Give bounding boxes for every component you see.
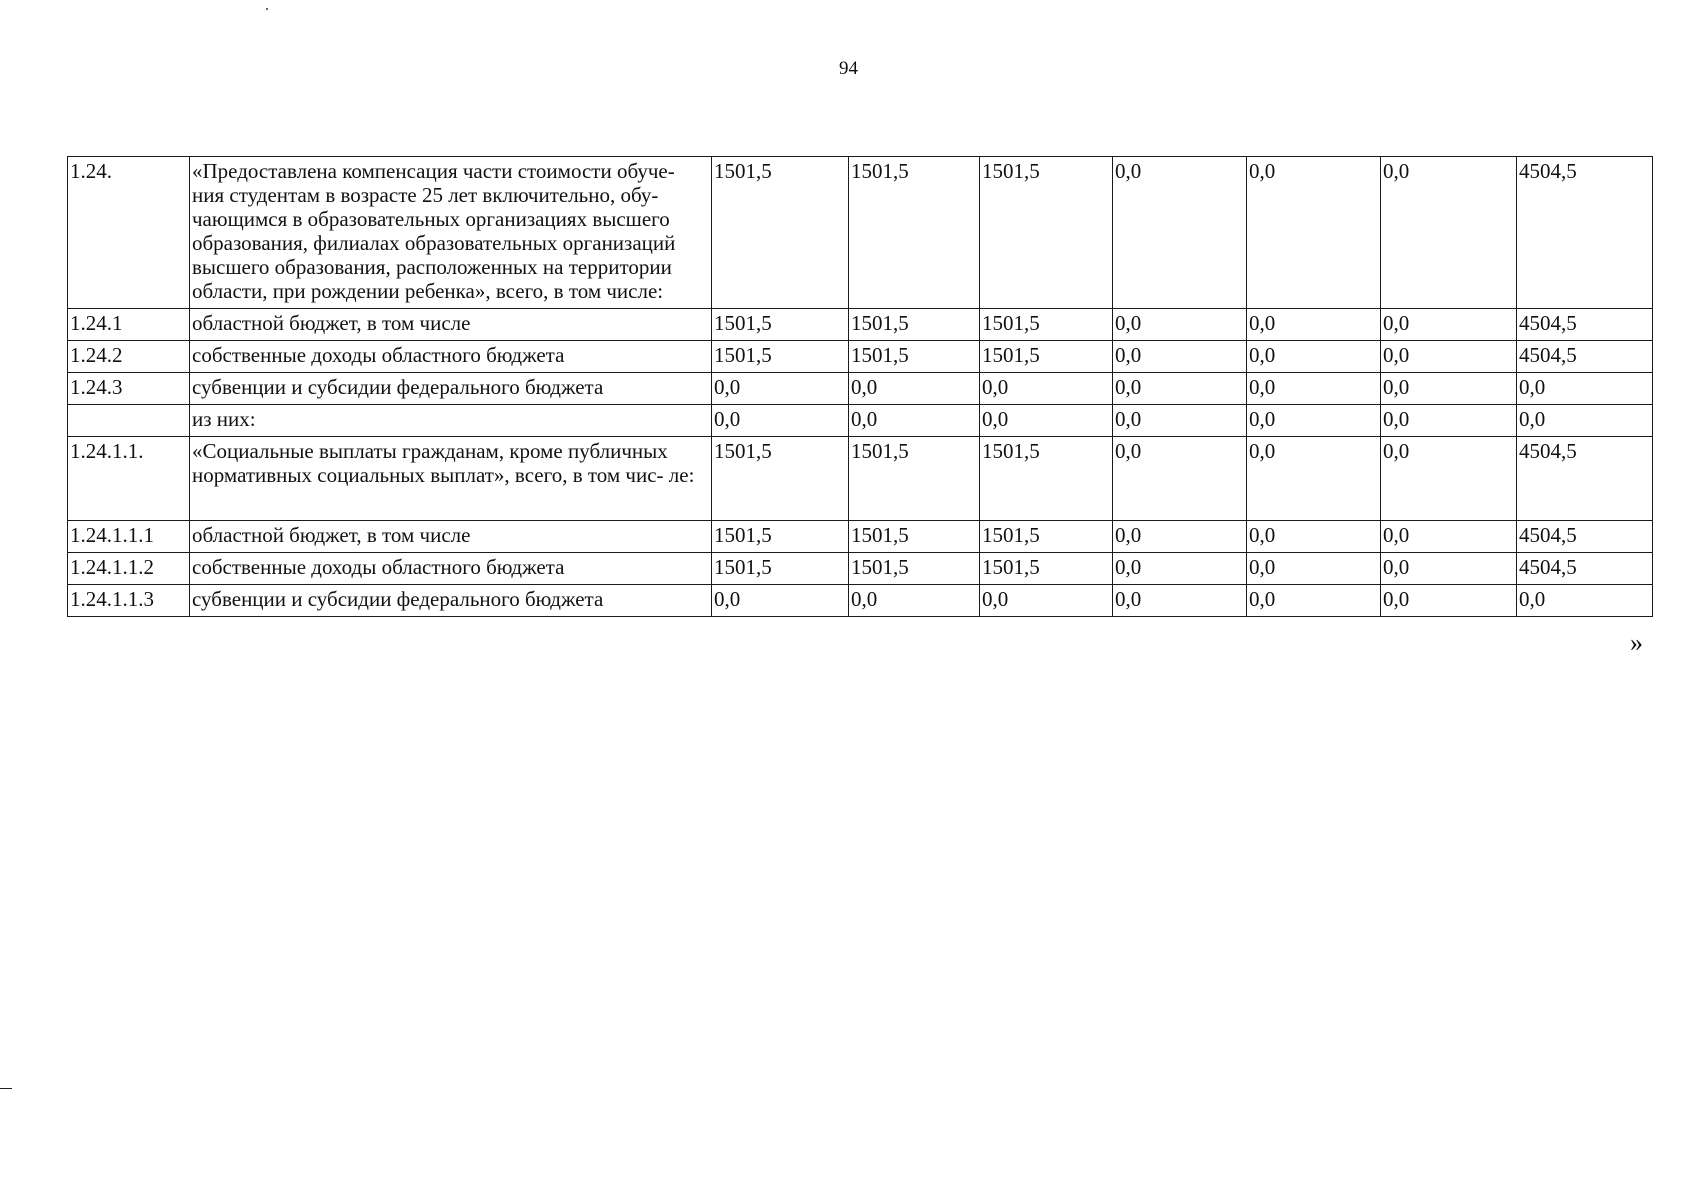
row-name: из них: xyxy=(190,405,712,437)
value-cell: 0,0 xyxy=(1381,373,1517,405)
budget-table xyxy=(67,156,1653,617)
value-cell: 0,0 xyxy=(1247,373,1381,405)
value-cell: 0,0 xyxy=(1113,437,1247,521)
row-name: субвенции и субсидии федерального бюджета xyxy=(190,373,712,405)
value-cell: 1501,5 xyxy=(980,521,1113,553)
value-cell: 1501,5 xyxy=(849,437,980,521)
value-cell: 0,0 xyxy=(712,405,849,437)
value-cell: 1501,5 xyxy=(849,157,980,309)
table-row xyxy=(68,341,1653,373)
value-cell: 1501,5 xyxy=(712,341,849,373)
row-number xyxy=(68,405,190,437)
value-cell: 0,0 xyxy=(980,405,1113,437)
table-row xyxy=(68,309,1653,341)
value-cell: 0,0 xyxy=(1113,309,1247,341)
row-number: 1.24.3 xyxy=(68,373,190,405)
value-cell: 0,0 xyxy=(712,585,849,617)
table-row xyxy=(68,585,1653,617)
row-name: собственные доходы областного бюджета xyxy=(190,553,712,585)
value-cell: 0,0 xyxy=(1247,405,1381,437)
value-cell: 0,0 xyxy=(1381,437,1517,521)
value-cell: 0,0 xyxy=(712,373,849,405)
value-cell: 0,0 xyxy=(849,373,980,405)
value-cell: 0,0 xyxy=(1247,309,1381,341)
value-cell: 1501,5 xyxy=(980,553,1113,585)
total-cell: 4504,5 xyxy=(1517,521,1653,553)
value-cell: 1501,5 xyxy=(849,309,980,341)
row-number: 1.24.1.1.3 xyxy=(68,585,190,617)
row-number: 1.24.1.1. xyxy=(68,437,190,521)
row-name: областной бюджет, в том числе xyxy=(190,309,712,341)
total-cell: 4504,5 xyxy=(1517,553,1653,585)
value-cell: 0,0 xyxy=(1113,553,1247,585)
table-row xyxy=(68,553,1653,585)
row-number: 1.24.1.1.2 xyxy=(68,553,190,585)
value-cell: 1501,5 xyxy=(980,437,1113,521)
value-cell: 0,0 xyxy=(1381,553,1517,585)
value-cell: 0,0 xyxy=(1247,521,1381,553)
total-cell: 0,0 xyxy=(1517,373,1653,405)
value-cell: 0,0 xyxy=(849,585,980,617)
value-cell: 0,0 xyxy=(1381,309,1517,341)
value-cell: 0,0 xyxy=(1247,157,1381,309)
row-name: субвенции и субсидии федерального бюджета xyxy=(190,585,712,617)
row-name: областной бюджет, в том числе xyxy=(190,521,712,553)
table-row xyxy=(68,437,1653,521)
value-cell: 0,0 xyxy=(1381,585,1517,617)
value-cell: 1501,5 xyxy=(712,553,849,585)
value-cell: 0,0 xyxy=(1381,405,1517,437)
value-cell: 1501,5 xyxy=(712,157,849,309)
value-cell: 0,0 xyxy=(1247,341,1381,373)
table-row xyxy=(68,521,1653,553)
table-row xyxy=(68,405,1653,437)
value-cell: 0,0 xyxy=(1113,373,1247,405)
value-cell: 1501,5 xyxy=(849,341,980,373)
value-cell: 0,0 xyxy=(1113,157,1247,309)
value-cell: 0,0 xyxy=(1247,585,1381,617)
value-cell: 0,0 xyxy=(1113,341,1247,373)
total-cell: 4504,5 xyxy=(1517,309,1653,341)
total-cell: 0,0 xyxy=(1517,405,1653,437)
row-number: 1.24.1.1.1 xyxy=(68,521,190,553)
value-cell: 0,0 xyxy=(1381,341,1517,373)
closing-quote-mark: » xyxy=(1630,628,1643,657)
value-cell: 1501,5 xyxy=(980,157,1113,309)
total-cell: 4504,5 xyxy=(1517,157,1653,309)
value-cell: 0,0 xyxy=(1381,157,1517,309)
row-number: 1.24. xyxy=(68,157,190,309)
value-cell: 0,0 xyxy=(1247,553,1381,585)
row-name: «Предоставлена компенсация части стоимости обуче- ния студентам в возрасте 25 лет включительно, обу- чающимся в образовательных организациях высшего образования, филиалах образовательных организаций высшего образования, расположенных на территории области, при рождении ребенка», всего, в том числе: xyxy=(190,157,712,309)
value-cell: 1501,5 xyxy=(712,521,849,553)
row-number: 1.24.2 xyxy=(68,341,190,373)
value-cell: 0,0 xyxy=(849,405,980,437)
value-cell: 1501,5 xyxy=(980,341,1113,373)
page-number: 94 xyxy=(839,58,858,79)
value-cell: 0,0 xyxy=(980,585,1113,617)
row-name: собственные доходы областного бюджета xyxy=(190,341,712,373)
value-cell: 0,0 xyxy=(1113,405,1247,437)
value-cell: 0,0 xyxy=(980,373,1113,405)
value-cell: 0,0 xyxy=(1113,521,1247,553)
value-cell: 1501,5 xyxy=(849,553,980,585)
table-row xyxy=(68,373,1653,405)
value-cell: 0,0 xyxy=(1381,521,1517,553)
scan-speck xyxy=(266,8,268,10)
value-cell: 0,0 xyxy=(1113,585,1247,617)
value-cell: 1501,5 xyxy=(849,521,980,553)
margin-tick xyxy=(0,1088,12,1089)
total-cell: 0,0 xyxy=(1517,585,1653,617)
value-cell: 1501,5 xyxy=(980,309,1113,341)
row-name: «Социальные выплаты гражданам, кроме публичных нормативных социальных выплат», всего, в том чис- ле: xyxy=(190,437,712,521)
total-cell: 4504,5 xyxy=(1517,437,1653,521)
value-cell: 1501,5 xyxy=(712,437,849,521)
table-row xyxy=(68,157,1653,309)
row-number: 1.24.1 xyxy=(68,309,190,341)
total-cell: 4504,5 xyxy=(1517,341,1653,373)
value-cell: 1501,5 xyxy=(712,309,849,341)
value-cell: 0,0 xyxy=(1247,437,1381,521)
